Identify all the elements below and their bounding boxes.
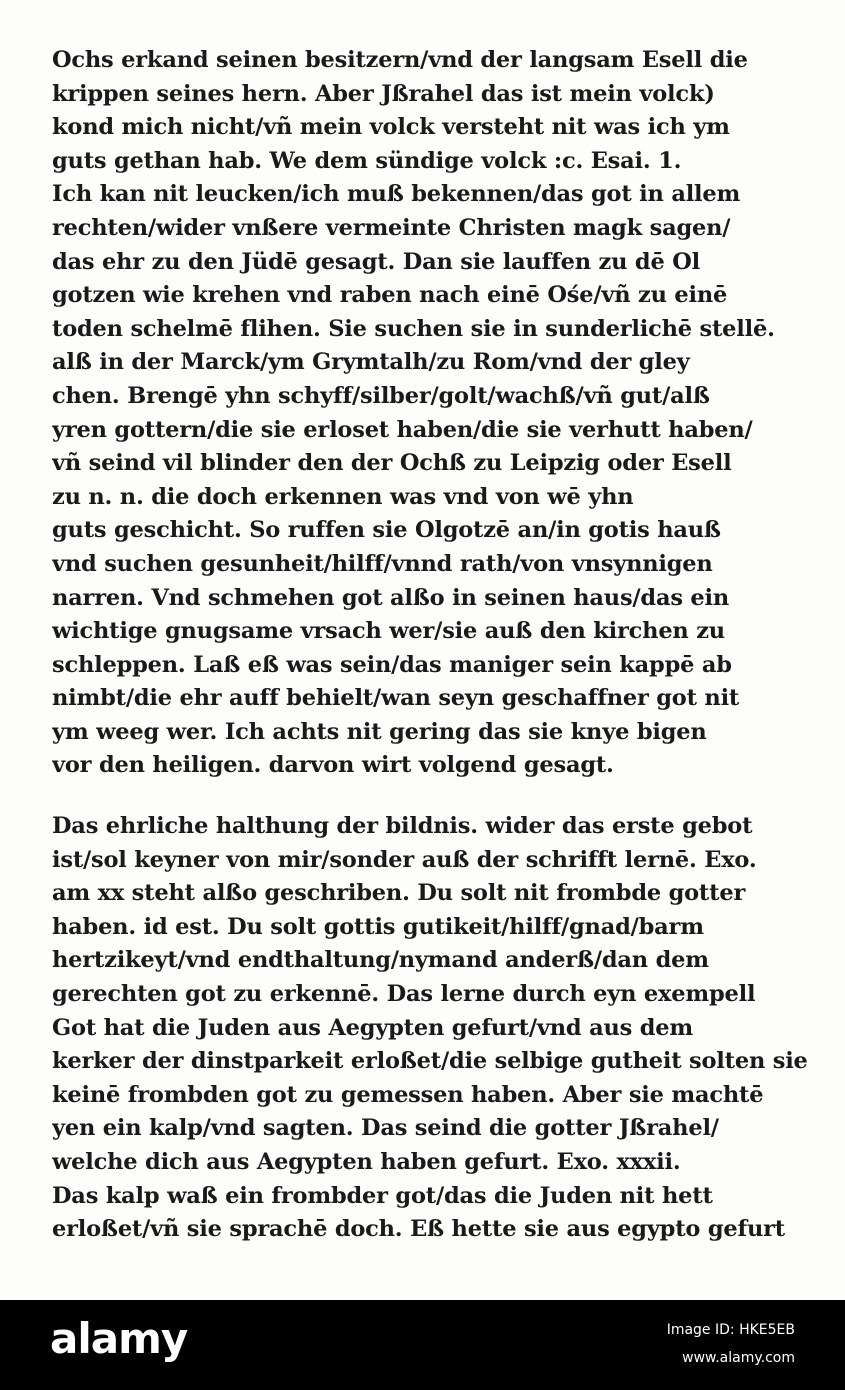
text-line: keinē frombden got zu gemessen haben. Aber sie machtē: [52, 1081, 764, 1108]
text-line: das ehr zu den Jüdē gesagt. Dan sie lauffen zu dē Ol: [52, 248, 700, 275]
text-line: alß in der Marck/ym Grymtalh/zu Rom/vnd der gley: [52, 349, 690, 376]
text-line: erloßet/vñ sie sprachē doch. Eß hette sie aus egypto gefurt: [52, 1216, 785, 1243]
text-line: yen ein kalp/vnd sagten. Das seind die gotter Jßrahel/: [52, 1115, 719, 1142]
text-line: am xx steht alßo geschriben. Du solt nit frombde gotter: [52, 880, 746, 907]
text-line: Das ehrliche halthung der bildnis. wider das erste gebot: [52, 813, 753, 839]
text-line: vnd suchen gesunheit/hilff/vnnd rath/von vnsynnigen: [52, 550, 713, 577]
site-url: www.alamy.com: [682, 1350, 795, 1366]
text-line: ym weeg wer. Ich achts nit gering das sie knye bigen: [52, 718, 707, 745]
alamy-logo: alamy: [50, 1314, 188, 1363]
text-line: kerker der dinstparkeit erloßet/die selbige gutheit solten sie: [52, 1048, 808, 1075]
watermark-footer: [0, 1300, 845, 1390]
text-line: guts gethan hab. We dem sündige volck :c. Esai. 1.: [52, 147, 682, 174]
text-line: narren. Vnd schmehen got alßo in seinen haus/das ein: [52, 584, 730, 611]
text-line: Ochs erkand seinen besitzern/vnd der langsam Esell die: [52, 47, 748, 73]
text-line: krippen seines hern. Aber Jßrahel das ist mein volck): [52, 80, 715, 107]
text-line: zu n. n. die doch erkennen was vnd von wē yhn: [52, 483, 634, 510]
text-line: Ich kan nit leucken/ich muß bekennen/das got in allem: [52, 181, 741, 208]
text-line: kond mich nicht/vñ mein volck versteht nit was ich ym: [52, 114, 730, 141]
image-id-label: Image ID: HKE5EB: [666, 1322, 795, 1338]
text-line: welche dich aus Aegypten haben gefurt. Exo. xxxii.: [52, 1148, 681, 1175]
text-line: vor den heiligen. darvon wirt volgend gesagt.: [52, 752, 614, 779]
text-line: yren gottern/die sie erloset haben/die sie verhutt haben/: [52, 416, 753, 443]
paragraph-1: [52, 44, 812, 783]
text-line: guts geschicht. So ruffen sie Olgotzē an/in gotis hauß: [52, 517, 721, 544]
text-line: Das kalp waß ein frombder got/das die Juden nit hett: [52, 1182, 713, 1209]
text-line: vñ seind vil blinder den der Ochß zu Leipzig oder Esell: [52, 450, 732, 477]
text-line: ist/sol keyner von mir/sonder auß der schrifft lernē. Exo.: [52, 846, 757, 873]
text-line: nimbt/die ehr auff behielt/wan seyn geschaffner got nit: [52, 685, 740, 712]
text-line: chen. Brengē yhn schyff/silber/golt/wachß/vñ gut/alß: [52, 382, 710, 409]
text-line: gotzen wie krehen vnd raben nach einē Ośe/vñ zu einē: [52, 282, 728, 309]
paragraph-2: [52, 810, 812, 1247]
text-line: toden schelmē flihen. Sie suchen sie in sunderlichē stellē.: [52, 315, 775, 342]
text-line: rechten/wider vnßere vermeinte Christen magk sagen/: [52, 214, 731, 241]
text-line: gerechten got zu erkennē. Das lerne durch eyn exempell: [52, 980, 756, 1007]
text-line: schleppen. Laß eß was sein/das maniger sein kappē ab: [52, 651, 732, 678]
text-line: wichtige gnugsame vrsach wer/sie auß den kirchen zu: [52, 618, 725, 645]
text-line: haben. id est. Du solt gottis gutikeit/hilff/gnad/barm: [52, 913, 704, 940]
text-line: hertzikeyt/vnd endthaltung/nymand anderß/dan dem: [52, 947, 709, 974]
text-line: Got hat die Juden aus Aegypten gefurt/vnd aus dem: [52, 1014, 693, 1041]
